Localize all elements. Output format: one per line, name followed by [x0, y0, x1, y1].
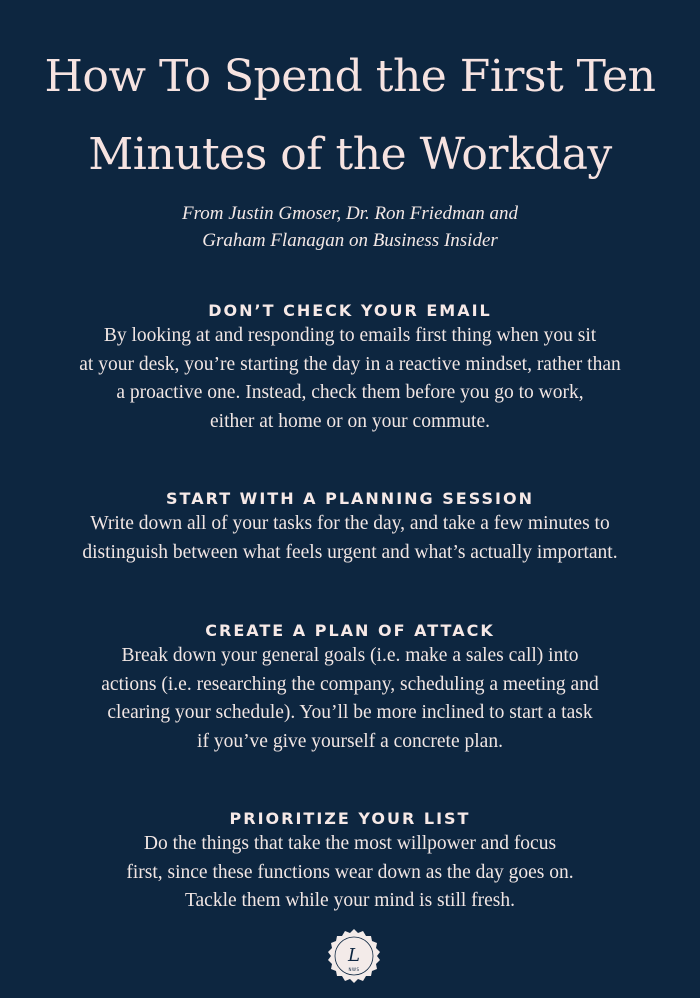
section-body — [20, 322, 680, 436]
body-line: first, since these functions wear down as the day goes on. — [126, 861, 574, 883]
body-line: at your desk, you’re starting the day in a reactive mindset, rather than — [79, 353, 621, 375]
section-body — [20, 510, 680, 567]
page-title — [0, 38, 700, 194]
title-line-1: How To Spend the First Ten — [44, 51, 656, 102]
body-line: distinguish between what feels urgent and what’s actually important. — [82, 541, 618, 563]
section-heading: DON’T CHECK YOUR EMAIL — [208, 301, 492, 320]
body-line: either at home or on your commute. — [210, 410, 490, 432]
source-line-1: From Justin Gmoser, Dr. Ron Friedman and — [181, 203, 518, 224]
source-credit — [0, 200, 700, 254]
section-body — [20, 642, 680, 756]
section-dont-check-email — [20, 300, 680, 436]
section-heading: CREATE A PLAN OF ATTACK — [205, 621, 495, 640]
brand-logo-seal-icon — [326, 928, 382, 984]
section-planning-session — [20, 488, 680, 567]
source-line-2: Graham Flanagan on Business Insider — [202, 230, 498, 251]
body-line: Write down all of your tasks for the day, and take a few minutes to — [90, 513, 610, 534]
body-line: Do the things that take the most willpower and focus — [143, 833, 557, 854]
body-line: actions (i.e. researching the company, scheduling a meeting and — [101, 673, 599, 695]
title-line-2: Minutes of the Workday — [88, 129, 612, 180]
logo-letter: L — [348, 945, 360, 966]
section-plan-of-attack — [20, 620, 680, 756]
body-line: By looking at and responding to emails first thing when you sit — [103, 325, 597, 346]
body-line: if you’ve give yourself a concrete plan. — [197, 730, 503, 752]
body-line: Break down your general goals (i.e. make a sales call) into — [121, 645, 579, 666]
section-heading: START WITH A PLANNING SESSION — [166, 489, 534, 508]
body-line: clearing your schedule). You’ll be more inclined to start a task — [107, 702, 593, 723]
logo-caption: NWS — [348, 967, 360, 972]
body-line: Tackle them while your mind is still fresh. — [184, 890, 516, 911]
section-heading: PRIORITIZE YOUR LIST — [229, 809, 471, 828]
section-prioritize-list — [20, 808, 680, 916]
body-line: a proactive one. Instead, check them before you go to work, — [116, 382, 584, 403]
section-body — [20, 830, 680, 916]
